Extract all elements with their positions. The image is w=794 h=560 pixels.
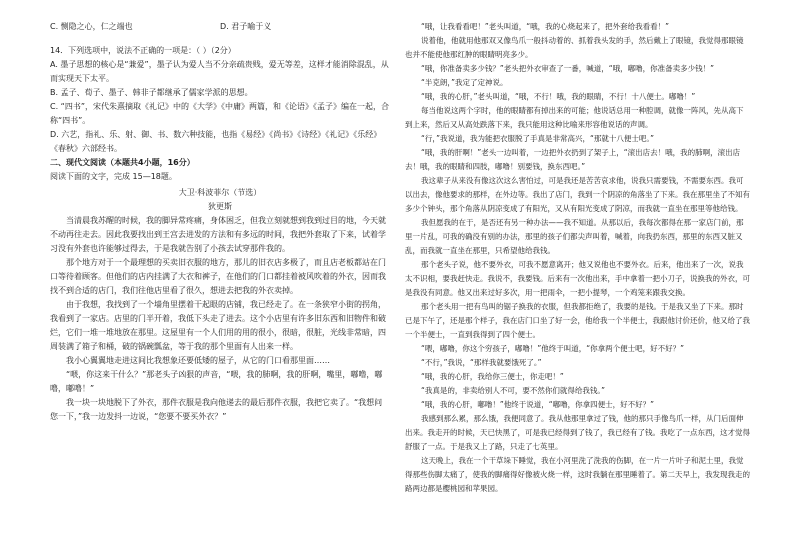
passage-paragraph: 我小心翼翼地走进这间比我想象还要低矮的屋子，从它的门口看那里面…… bbox=[66, 356, 330, 365]
q14-option-a: A. 墨子思想的核心是“兼爱”，墨子认为爱人当不分亲疏贵贱，爱无等差，这样才能消除混乱，从而实现天下太平。 bbox=[50, 60, 389, 83]
passage-paragraph: “哦，我的肝啊！”老头一边叫着，一边把外衣扔到了架子上，“滚出店去！哦，我的肺啊，滚出店去！哦，我的眼睛和四肢，嘟噜！别要钱，换东西吧。” bbox=[405, 148, 741, 171]
passage-paragraph: “半克朗，”我定了定神说。 bbox=[421, 78, 508, 87]
q13-options bbox=[50, 20, 390, 34]
passage-paragraph: 每当他说这两个字时，他的眼睛都有掉出来的可能；他说话总用一种腔调，就像一阵风，先从高下到上来，然后又从高处跌落下来，我只能用这种比喻来形容他说话的声调。 bbox=[405, 106, 744, 129]
q13-option-d: D. 君子喻于义 bbox=[220, 22, 272, 31]
passage-author: 狄更斯 bbox=[208, 202, 232, 211]
passage-paragraph: 我但愿我的在于，是否还有另一种办法——我不知道。从那以后，我每次都得在那一家店门前，那里一片乱，可我的确没有别的办法，那里的孩子们都尖声叫着，喊着，向我扔东西，那里的东西又脏又乱，而我就一直坐在那里，只希望他给我钱。 bbox=[405, 218, 744, 255]
right-column bbox=[405, 20, 750, 496]
passage-paragraph: 这天晚上，我在一个干草垛下睡觉，我在小河里洗了洗我的伤脚，在一片一片叶子和泥土里，我觉得那些伤脚太痛了，使我的脚痛得好像被火烧一样，这时我躺在那里睡着了。第二天早上，我发现我走的路两边都是樱桃园和苹果园。 bbox=[405, 456, 750, 493]
q14-option-d: D. 六艺，指礼、乐、射、御、书、数六种技能，也指《易经》《尚书》《诗经》《礼记》《乐经》《春秋》六部经书。 bbox=[50, 130, 382, 153]
passage-paragraph: 由于我想，我找到了一个墙角里摆着干起眼的店铺，我已经走了。在一条狭窄小街的拐角，我看到了一家店。店里的门半开着，我低下头走了进去。这个小店里有许多旧东西和旧物件和破烂，它们一堆一堆地放在那里。这屋里有一个人们用的用的很小，很暗，很脏，光线非常暗，四周装满了箱子和桶，破的锅碗瓢盆，等于我的那个里面有人出来一样。 bbox=[50, 300, 386, 351]
left-column bbox=[50, 20, 390, 424]
passage-paragraph: 我一块一块地脱下了外衣，那件衣服是我向他递去的最后那件衣服，我把它卖了。“我想问您一下，”我一边发抖一边说，“您要不要买外衣？” bbox=[50, 398, 383, 421]
passage-paragraph: “不行，”我说，“那样我就要饿死了。” bbox=[421, 358, 542, 367]
q14-stem: 14．下列选项中，说法不正确的一项是：（ ）（2分） bbox=[50, 46, 236, 55]
passage-paragraph: “哦，你准备卖多少钱？”老头把外衣审查了一番，喊道，“哦，嘟噜，你准备卖多少钱！” bbox=[421, 64, 715, 73]
passage-paragraph: 那个老头子说，他不要外衣，可我不愿意离开；他又说他也不要外衣。后来，他出来了一次，说我太不识相，要我赶快走。我说不，我要钱。后来有一次他出来，手中拿着一把小刀子，说换我的外衣，可是我没有同意。他又出来过好多次，用一把雨伞，一把小提琴，一个鸡笼来跟我交换。 bbox=[405, 260, 750, 297]
passage-paragraph: 当清晨我苏醒的时候，我的脚异常疼痛，身体困乏，但我立刻就想到我到过目的地，今天就不动再往走去。因此我要找出到王宫去进发的方法和有多远的时间，我把外套取了下来，试着学习没有外套也许能够过得去，于是我就告别了小孩去试穿那件我的。 bbox=[50, 216, 386, 253]
q13-option-c: C. 恻隐之心，仁之端也 bbox=[50, 22, 133, 31]
passage-title: 大卫·科波菲尔（节选） bbox=[178, 188, 262, 197]
passage-paragraph: “喂，你这来干什么？”那老头子凶狠的声音，“喂，我的肺啊，我的肝啊，嘴里，嘟噜，嘟噜，嘟噜！” bbox=[50, 370, 383, 393]
passage-paragraph: 那个地方对于一个最理想的买卖旧衣服的地方，那儿的旧衣店多极了，而且店老板都站在门口等待着顾客。但他们的店内挂满了大衣和裤子，在他们的门口都挂着被风吹着的外衣，因而我找不到合适的店门，我们往他店里看了很久，想进去把我的外衣卖掉。 bbox=[50, 258, 386, 295]
q14-option-c: C. “四书”，宋代朱熹摘取《礼记》中的《大学》《中庸》两篇，和《论语》《孟子》编在一起，合称“四书”。 bbox=[50, 102, 389, 125]
passage-paragraph: “哦，我的心肝，”老头叫道，“哦，不行！哦，我的眼睛，不行！十八便士。嘟噜！” bbox=[421, 92, 696, 101]
passage-paragraph: 我感到那么累，那么饿，我便同意了。我从他那里拿过了钱，他的那只手像鸟爪一样，从门后面伸出来。我走开的时候，天已快黑了，可是我已经得到了钱了，我已经有了钱。我吃了一点东西，这才觉得舒服了一点。于是我又上了路，只走了七英里。 bbox=[405, 414, 750, 451]
passage-paragraph: “行，”我说道，我为能把衣服脱了手真是非常高兴，“那就十八便士吧。” bbox=[421, 134, 655, 143]
passage-paragraph: “喂，嘟噜，你这个穷孩子，嘟噜！”他终于叫道，“你拿两个便士吧，好不好？” bbox=[421, 344, 685, 353]
passage-paragraph: “我真是的，非卖给别人不可，要不然你们就得给我钱。” bbox=[421, 386, 606, 395]
section-heading: 二、现代文阅读（本题共4小题，16分） bbox=[50, 158, 195, 167]
passage-paragraph: “哦，让我看看吧！”老头叫道，“哦，我的心烧起来了，把外套给我看看！” bbox=[421, 22, 670, 31]
section-intro: 阅读下面的文字，完成 15—18题。 bbox=[50, 172, 177, 181]
passage-paragraph: 那个老头用一把有鸟叫的锯子换我的衣服，但我都拒绝了，我要的是钱。于是我又坐了下来。那时已是下午了，还是那个样子，我在店门口坐了好一会，他给我一个半便士，我跟他讨价还价，他又给了我一个半便士，一直到我得到了四个便士。 bbox=[405, 302, 750, 339]
passage-paragraph: 我这辈子从来没有像这次这么害怕过，可是我还是苦苦哀求他，说我只需要钱，不需要东西。我可以出去，像他要求的那样，在外边等。我出了店门，我到一个阴凉的角落坐了下来。我在那里坐了不知有多少个钟头，那个角落从阴凉变成了有阳光，又从有阳光变成了阴凉，而我就一直坐在那里等他给钱。 bbox=[405, 176, 750, 213]
passage-paragraph: “哦，我的心肝，我给你三便士，你走吧！” bbox=[421, 372, 564, 381]
q14-option-b: B. 孟子、荀子、墨子、韩非子都继承了儒家学派的思想。 bbox=[50, 88, 253, 97]
passage-paragraph: 说着他，他就用他那双又像鸟爪一般抖动着的、抓着我头发的手，然后戴上了眼镜，我觉得那眼镜也并不能使他那红肿的眼睛明亮多少。 bbox=[405, 36, 744, 59]
passage-paragraph: “哦，我的心肝，嘟噜！”他终于说道，“嘟噜，你拿四便士，好不好？” bbox=[421, 400, 655, 409]
